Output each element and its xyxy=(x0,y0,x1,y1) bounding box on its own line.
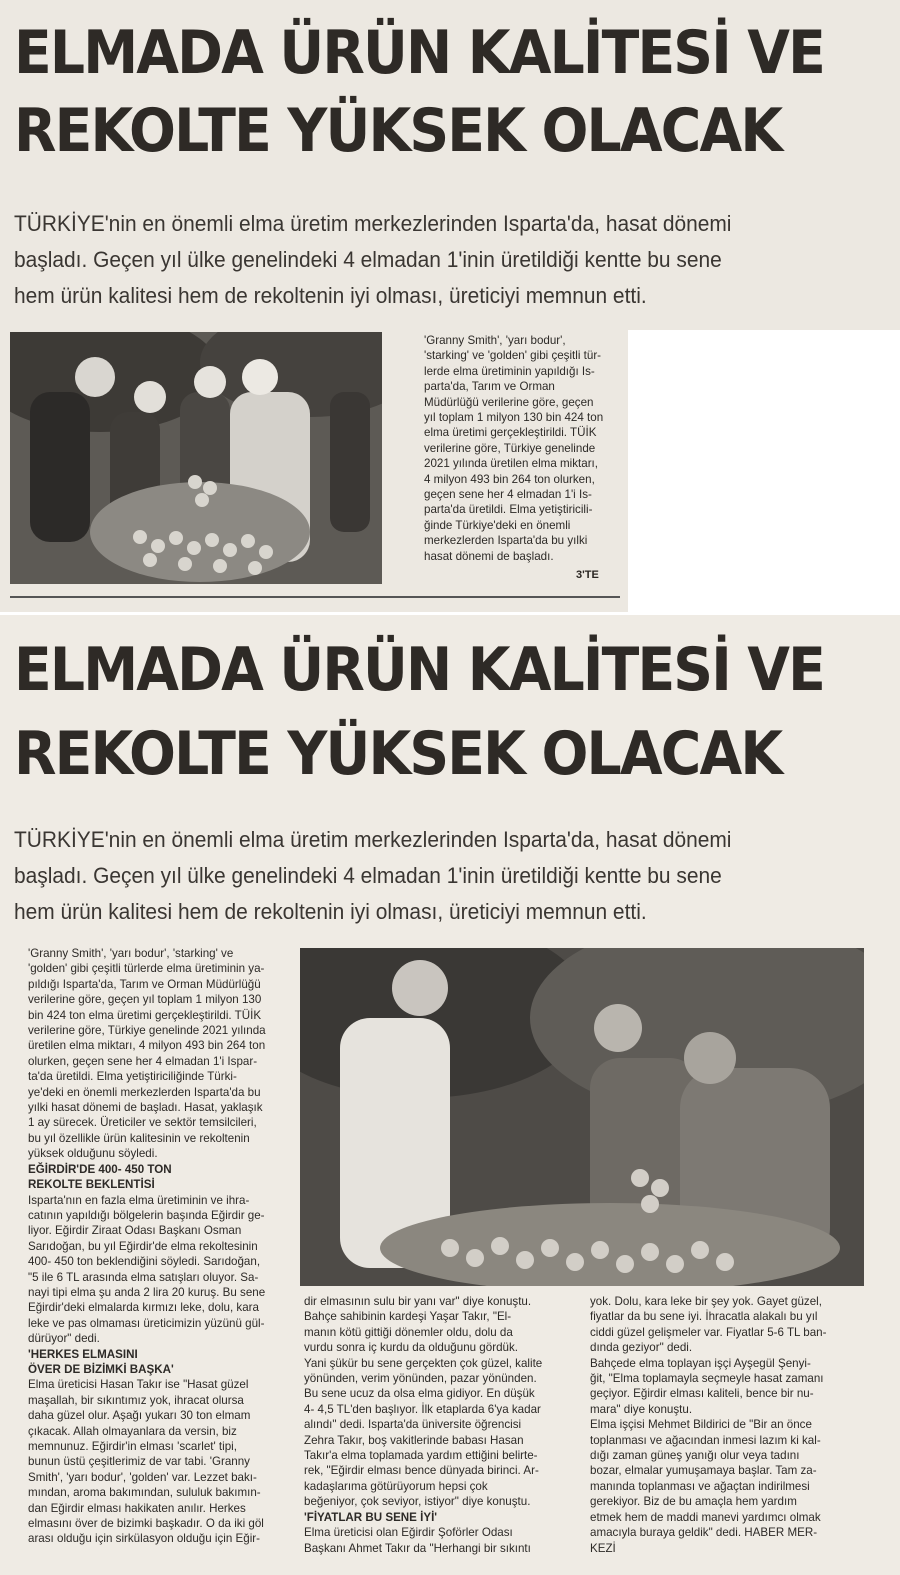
text-line: dında geziyor" dedi. xyxy=(590,1341,693,1355)
text-line: KEZİ xyxy=(590,1541,616,1555)
text-line: maşallah, bir sıkıntımız yok, ihracat olursa xyxy=(28,1393,244,1407)
apple-harvest-photo-top xyxy=(10,332,382,584)
text-line: parta'da üretildi. Elma yetiştiricili- xyxy=(424,503,593,517)
text-line: Sarıdoğan, bu yıl Eğirdir'de elma rekoltesinin xyxy=(28,1239,258,1253)
text-line: dan Eğirdir elması hakikaten anılır. Herkes xyxy=(28,1501,246,1515)
text-line: mara" diye konuştu. xyxy=(590,1402,693,1416)
text-line: ciddi güzel gelişmeler var. Fiyatlar 5-6 TL ban- xyxy=(590,1325,827,1339)
text-line: ye'deki en önemli merkezlerden Isparta'da bu xyxy=(28,1085,261,1099)
text-line: arası olduğu için sirkülasyon olduğu için Eğir- xyxy=(28,1532,260,1546)
lead-line: TÜRKİYE'nin en önemli elma üretim merkezlerinden Isparta'da, hasat dönemi xyxy=(14,827,732,852)
text-line: dığı zaman güneş yanığı olur veya tadını xyxy=(590,1449,800,1463)
text-line: beğeniyor, çok seviyor, istiyor" diye konuştu. xyxy=(304,1495,531,1509)
photo-illustration xyxy=(10,332,382,584)
headline-line: ELMADA ÜRÜN KALİTESİ VE xyxy=(14,635,825,705)
text-line: verilerine göre, Türkiye genelinde 2021 yılında xyxy=(28,1024,266,1038)
text-line: 'Granny Smith', 'yarı bodur', xyxy=(424,334,566,347)
blank-area xyxy=(628,330,900,615)
text-line: 'Granny Smith', 'yarı bodur', 'starking' ve xyxy=(28,947,234,960)
text-line: lerde elma üretiminin yapıldığı Is- xyxy=(424,364,595,378)
text-line: parta'da, Tarım ve Orman xyxy=(424,380,555,394)
text-line: yüksek olduğunu söyledi. xyxy=(28,1147,158,1161)
lead-line: hem ürün kalitesi hem de rekoltenin iyi olması, üreticiyi memnun etti. xyxy=(14,283,647,308)
text-line: fiyatlar da bu sene iyi. İhracatla alakalı bu yıl xyxy=(590,1310,818,1324)
text-line: yok. Dolu, kara leke bir şey yok. Gayet güzel, xyxy=(590,1295,822,1308)
text-line: toplanması ve ağacından inmesi lazım ki kal- xyxy=(590,1433,821,1447)
text-line: vurdu sonra iç kurdu da olduğunu gördük. xyxy=(304,1341,518,1355)
text-line: merkezlerden Isparta'da bu yılki xyxy=(424,534,588,548)
lead-line: başladı. Geçen yıl ülke genelindeki 4 elmadan 1'inin üretildiği kentte bu sene xyxy=(14,863,722,888)
text-line: yılki hasat dönemi de başladı. Hasat, yaklaşık xyxy=(28,1101,263,1115)
text-line: ta'da üretildi. Elma yetiştiriciliğinde Türki- xyxy=(28,1070,237,1084)
text-line: leke ve pas olmaması üreticimizin yüzünü gül- xyxy=(28,1316,265,1330)
text-line: memnunuz. Eğirdir'in elması 'scarlet' tipi, xyxy=(28,1440,237,1453)
subheading: 'HERKES ELMASINI xyxy=(28,1347,138,1361)
text-line: geçiyor. Eğirdir elması kaliteli, bence bir nu- xyxy=(590,1387,814,1401)
text-line: kadaşlarıma götürüyorum hepsi çok xyxy=(304,1479,488,1493)
page-reference: 3'TE xyxy=(576,569,599,581)
text-line: ğit, "Elma toplamayla seçmeyle hasat zamanı xyxy=(590,1372,824,1386)
text-line: üretilen elma miktarı, 4 milyon 493 bin 264 ton xyxy=(28,1039,266,1053)
text-line: ğinde Türkiye'deki en önemli xyxy=(424,518,571,532)
bottom-lead-paragraph xyxy=(14,822,832,930)
text-line: 400- 450 ton beklendiğini söyledi. Sarıdoğan, xyxy=(28,1255,261,1269)
text-line: 2021 yılında üretilen elma miktarı, xyxy=(424,457,598,471)
text-line: Smith', 'yarı bodur', 'golden' var. Lezzet bakı- xyxy=(28,1470,257,1484)
top-headline xyxy=(14,14,824,170)
text-line: Isparta'nın en fazla elma üretiminin ve ihra- xyxy=(28,1193,250,1207)
headline-line: REKOLTE YÜKSEK OLACAK xyxy=(14,719,782,789)
text-line: 1 ay sürecek. Üreticiler ve sektör temsilcileri, xyxy=(28,1116,257,1130)
lead-line: hem ürün kalitesi hem de rekoltenin iyi olması, üreticiyi memnun etti. xyxy=(14,899,647,924)
text-line: nayi tipi elma şu anda 2 lira 20 kuruş. Bu sene xyxy=(28,1285,266,1299)
divider-rule xyxy=(10,596,620,598)
text-line: bin 424 ton elma üretimi gerçekleştirildi. TÜİK xyxy=(28,1008,262,1022)
text-line: daha güzel olur. Aşağı yukarı 30 ton elmam xyxy=(28,1409,251,1423)
text-line: 4- 4,5 TL'den başlıyor. İlk etaplarda 6'ya kadar xyxy=(304,1402,541,1416)
text-line: Takır'a elma toplamada yardım ettiğini belirte- xyxy=(304,1449,538,1463)
text-line: hasat dönemi de başladı. xyxy=(424,549,554,563)
text-line: yıl toplam 1 milyon 130 bin 424 ton xyxy=(424,411,604,425)
subheading: REKOLTE BEKLENTİSİ xyxy=(28,1178,155,1192)
text-line: manında toplanması ve ağaçtan indirilmesi xyxy=(590,1479,810,1493)
headline-line: REKOLTE YÜKSEK OLACAK xyxy=(14,96,782,166)
text-line: Bahçe sahibinin kardeşi Yaşar Takır, "El- xyxy=(304,1310,512,1324)
text-line: geçen sene her 4 elmadan 1'i Is- xyxy=(424,488,592,502)
text-line: Bu sene ucuz da olsa elma gidiyor. En düşük xyxy=(304,1387,535,1401)
lead-line: başladı. Geçen yıl ülke genelindeki 4 elmadan 1'inin üretildiği kentte bu sene xyxy=(14,247,722,272)
article-column-2 xyxy=(304,1294,542,1556)
text-line: "5 ile 6 TL arasında elma satışları oluyor. Sa- xyxy=(28,1270,259,1284)
text-line: Müdürlüğü verilerine göre, geçen xyxy=(424,395,594,409)
text-line: rek, "Eğirdir elması bence dünyada birinci. Ar- xyxy=(304,1464,539,1478)
subheading: 'FİYATLAR BU SENE İYİ' xyxy=(304,1510,438,1524)
text-line: Elma üreticisi Hasan Takır ise "Hasat güzel xyxy=(28,1378,249,1392)
subheading: ÖVER DE BİZİMKİ BAŞKA' xyxy=(28,1362,174,1376)
text-line: amacıyla buraya geldik" dedi. HABER MER- xyxy=(590,1526,818,1540)
text-line: 'starking' ve 'golden' gibi çeşitli tür- xyxy=(424,349,602,363)
text-line: bu yıl özellikle ürün kalitesinin ve rekoltenin xyxy=(28,1131,250,1145)
text-line: olurken, geçen sene her 4 elmadan 1'i Ispar- xyxy=(28,1054,258,1068)
text-line: Başkanı Ahmet Takır da "Herhangi bir sıkıntı xyxy=(304,1541,531,1555)
text-line: Bahçede elma toplayan işçi Ayşegül Şenyi- xyxy=(590,1356,811,1370)
text-line: yönünden, verim yönünden, pazar yönünden. xyxy=(304,1372,537,1386)
text-line: Zehra Takır, boş vakitlerinde babası Hasan xyxy=(304,1433,524,1447)
apple-harvest-photo-bottom xyxy=(300,948,864,1286)
text-line: 'golden' gibi çeşitli türlerde elma üretiminin ya- xyxy=(28,962,265,976)
text-line: catının yapıldığı bölgelerin başında Eğirdir ge- xyxy=(28,1208,265,1222)
text-line: etmek hem de maddi manevi yardımcı olmak xyxy=(590,1510,821,1524)
photo-illustration xyxy=(300,948,864,1286)
text-line: Eğirdir'deki elmalarda kırmızı leke, dolu, kara xyxy=(28,1301,259,1315)
article-column-1 xyxy=(28,946,266,1547)
text-line: dürüyor" dedi. xyxy=(28,1332,100,1346)
text-line: elma üretimi gerçekleştirildi. TÜİK xyxy=(424,426,597,440)
text-line: verilerine göre, Türkiye genelinde xyxy=(424,441,596,455)
text-line: Elma işçisi Mehmet Bildirici de "Bir an önce xyxy=(590,1418,812,1432)
text-line: pıldığı Isparta'da, Tarım ve Orman Müdürlüğü xyxy=(28,977,261,991)
text-line: verilerine göre, geçen yıl toplam 1 milyon 130 xyxy=(28,993,262,1007)
text-line: bunun üstü çeşitlerimiz de var tabi. 'Granny xyxy=(28,1455,250,1469)
text-line: mından, aroma bakımından, sululuk bakımın- xyxy=(28,1486,261,1500)
text-line: manın kötü gittiği dönemler oldu, dolu da xyxy=(304,1325,513,1339)
top-article-column xyxy=(424,333,603,564)
text-line: gerekiyor. Biz de bu amaçla hem yardım xyxy=(590,1495,797,1509)
headline-line: ELMADA ÜRÜN KALİTESİ VE xyxy=(14,18,825,88)
lead-line: TÜRKİYE'nin en önemli elma üretim merkezlerinden Isparta'da, hasat dönemi xyxy=(14,211,732,236)
text-line: Elma üreticisi olan Eğirdir Şoförler Odası xyxy=(304,1526,513,1540)
subheading: EĞİRDİR'DE 400- 450 TON xyxy=(28,1162,172,1176)
text-line: 4 milyon 493 bin 264 ton olurken, xyxy=(424,472,595,486)
text-line: alındı" dedi. Isparta'da üniversite öğrencisi xyxy=(304,1418,522,1432)
text-line: bozar, elmalar yumuşamaya başlar. Tam za- xyxy=(590,1464,817,1478)
text-line: elmasını över de bizimki başkadır. O da iki göl xyxy=(28,1517,264,1531)
text-line: liyor. Eğirdir Ziraat Odası Başkanı Osman xyxy=(28,1224,242,1238)
top-lead-paragraph xyxy=(14,206,832,314)
text-line: dir elmasının sulu bir yanı var" diye konuştu. xyxy=(304,1295,532,1308)
bottom-headline xyxy=(14,628,824,796)
text-line: Yani şükür bu sene gerçekten çok güzel, kalite xyxy=(304,1356,543,1370)
article-column-3 xyxy=(590,1294,827,1556)
text-line: çıkacak. Allah olmayanlara da versin, biz xyxy=(28,1424,237,1438)
